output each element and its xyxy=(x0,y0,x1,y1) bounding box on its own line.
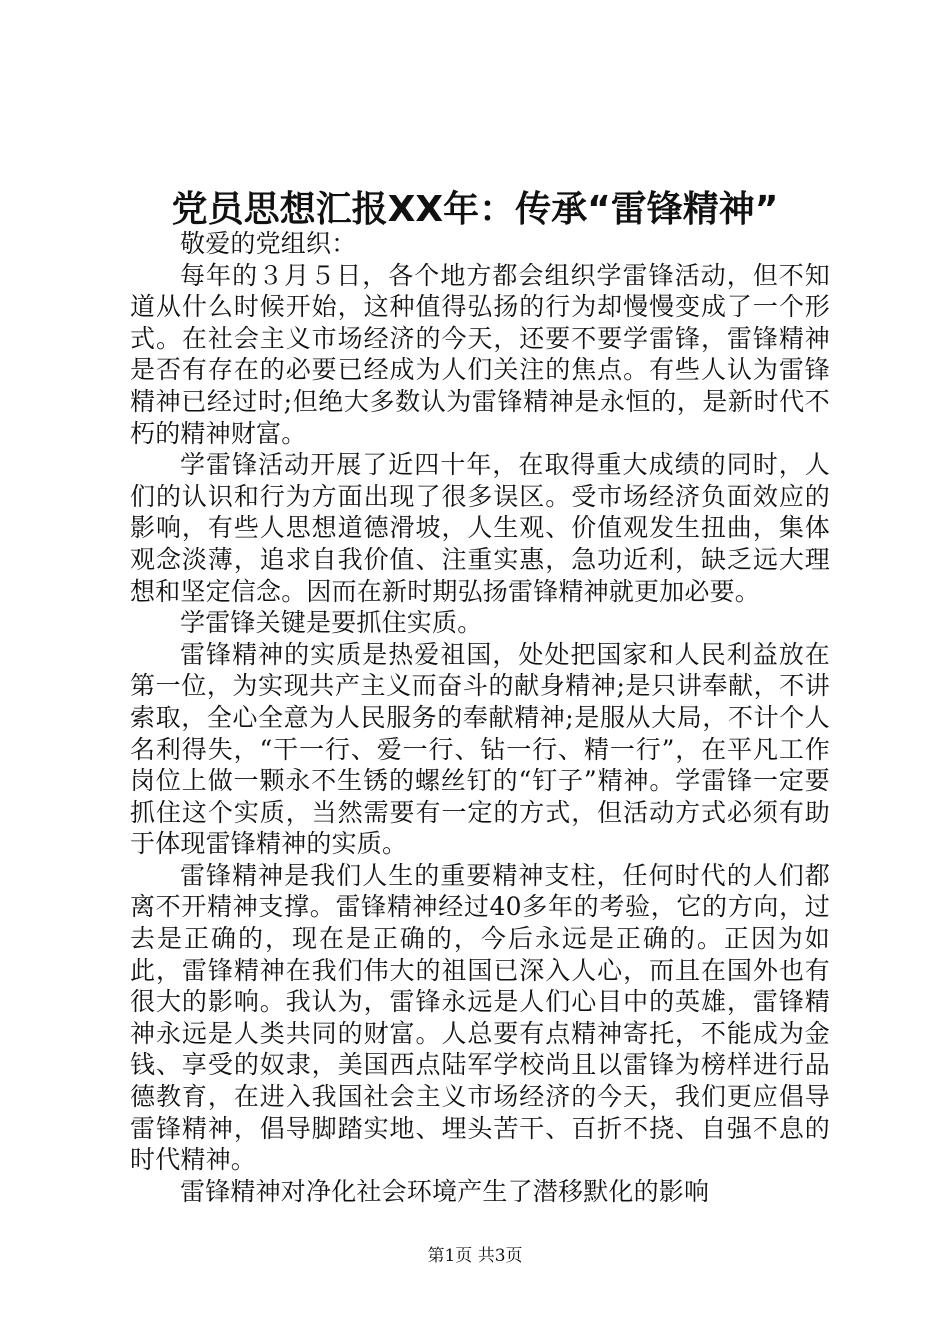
paragraph-1: 每年的３月５日，各个地方都会组织学雷锋活动，但不知道从什么时候开始，这种值得弘扬的行为却慢慢变成了一个形式。在社会主义市场经济的今天，还要不要学雷锋，雷锋精神是否有存在的必要已经成为人们关注的焦点。有些人认为雷锋精神已经过时;但绝大多数认为雷锋精神是永恒的，是新时代不朽的精神财富。 xyxy=(130,260,830,448)
paragraph-4: 雷锋精神的实质是热爱祖国，处处把国家和人民利益放在第一位，为实现共产主义而奋斗的献身精神;是只讲奉献，不讲索取，全心全意为人民服务的奉献精神;是服从大局，不计个人名利得失，“干一行、爱一行、钻一行、精一行”，在平凡工作岗位上做一颗永不生锈的螺丝钉的“钉子”精神。学雷锋一定要抓住这个实质，当然需要有一定的方式，但活动方式必须有助于体现雷锋精神的实质。 xyxy=(130,639,830,859)
paragraph-5: 雷锋精神是我们人生的重要精神支柱，任何时代的人们都离不开精神支撑。雷锋精神经过40多年的考验，它的方向，过去是正确的，现在是正确的，今后永远是正确的。正因为如此，雷锋精神在我们伟大的祖国已深入人心，而且在国外也有很大的影响。我认为，雷锋永远是人们心目中的英雄，雷锋精神永远是人类共同的财富。人总要有点精神寄托，不能成为金钱、享受的奴隶，美国西点陆军学校尚且以雷锋为榜样进行品德教育，在进入我国社会主义市场经济的今天，我们更应倡导雷锋精神，倡导脚踏实地、埋头苦干、百折不挠、自强不息的时代精神。 xyxy=(130,860,830,1175)
document-body xyxy=(130,228,830,1207)
paragraph-2: 学雷锋活动开展了近四十年，在取得重大成绩的同时，人们的认识和行为方面出现了很多误区。受市场经济负面效应的影响，有些人思想道德滑坡，人生观、价值观发生扭曲，集体观念淡薄，追求自我价值、注重实惠，急功近利，缺乏远大理想和坚定信念。因而在新时期弘扬雷锋精神就更加必要。 xyxy=(130,450,830,606)
paragraph-6: 雷锋精神对净化社会环境产生了潜移默化的影响 xyxy=(180,1176,710,1206)
salutation: 敬爱的党组织： xyxy=(180,229,357,258)
paragraph-3: 学雷锋关键是要抓住实质。 xyxy=(180,608,483,638)
page-footer: 第1页 共3页 xyxy=(427,1246,523,1266)
document-title: 党员思想汇报XX年：传承“雷锋精神” xyxy=(171,189,779,230)
